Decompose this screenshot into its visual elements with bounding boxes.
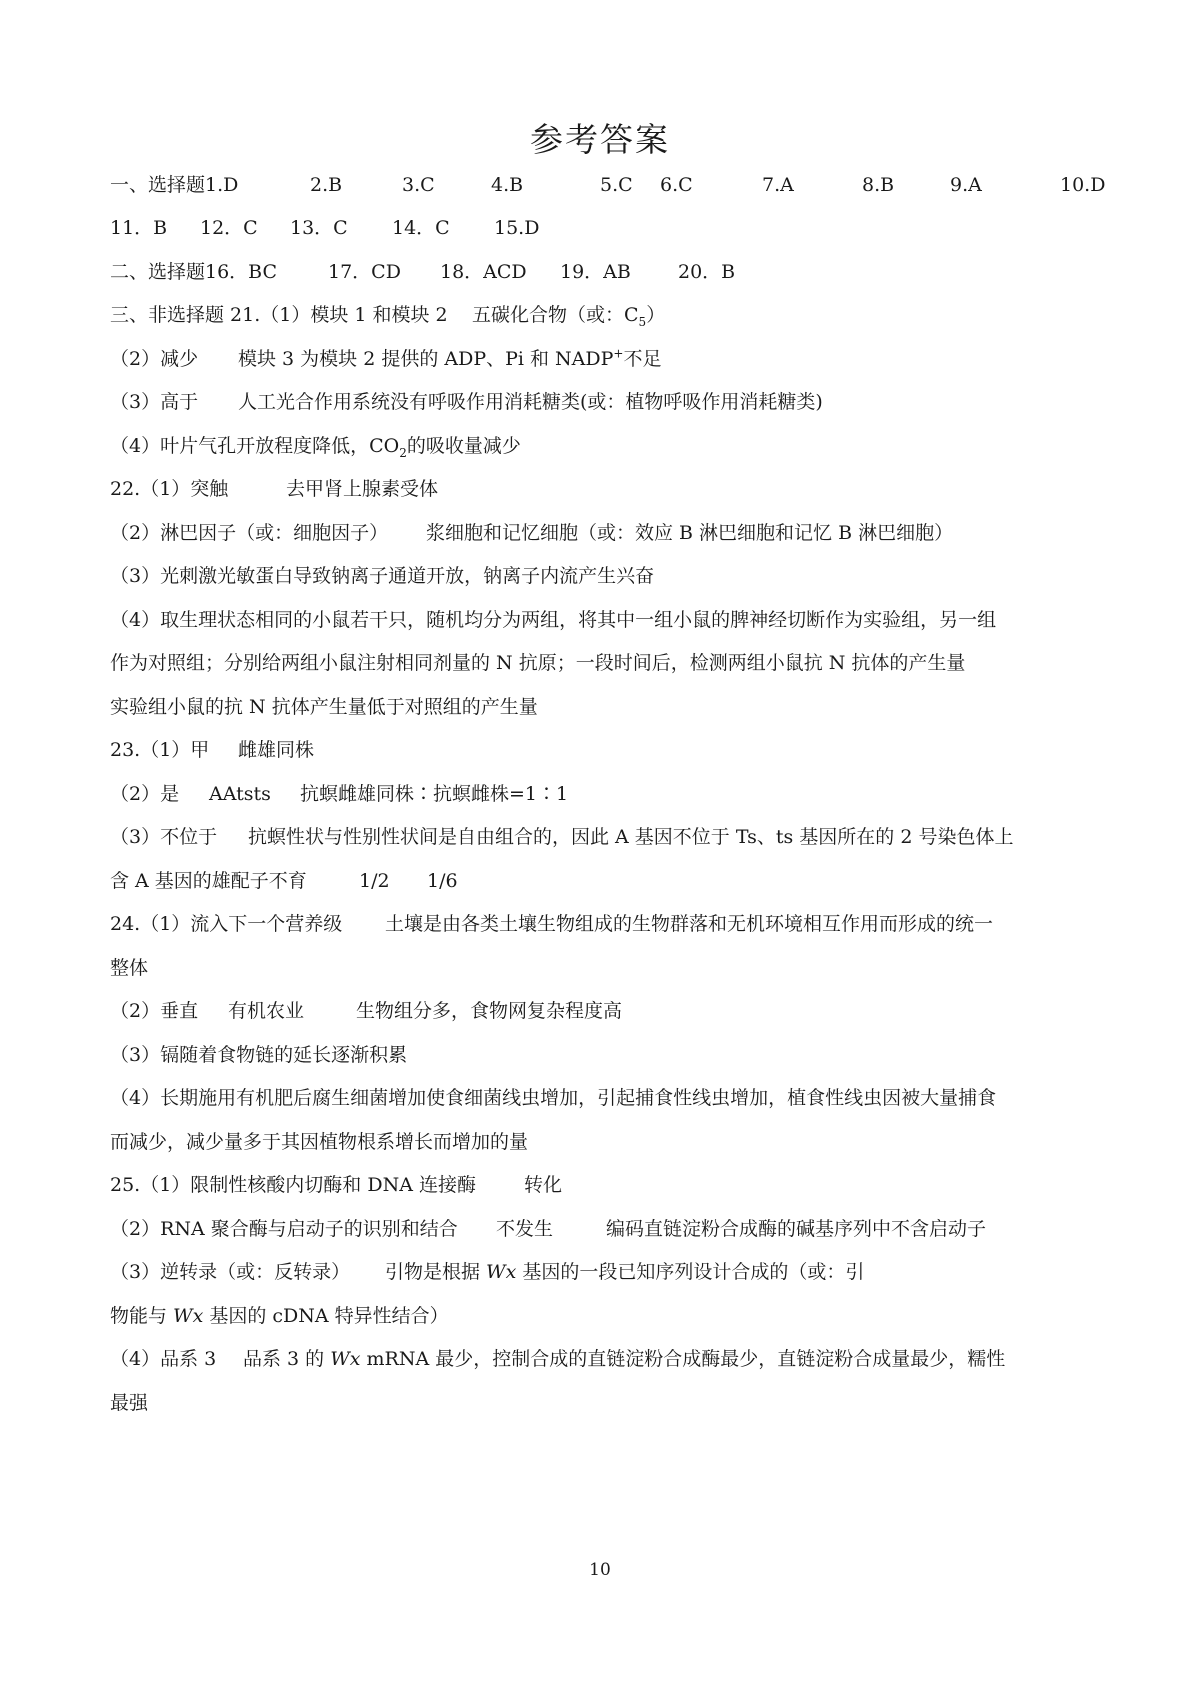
q25-part4-label: （4）品系 3 [110, 1348, 217, 1370]
q22-part2-label: （2）淋巴因子（或：细胞因子） [110, 522, 389, 544]
q23-ratio: 抗螟雌雄同株∶抗螟雌株=1∶1 [300, 783, 569, 805]
answer-item: 16．BC [205, 261, 278, 283]
q23-genotype: AAtsts [209, 783, 271, 805]
q23-part1-text: 雌雄同株 [238, 739, 315, 761]
q23-value: 1/6 [427, 870, 458, 892]
q21-part2-text [238, 344, 662, 374]
q23-part3-text: 抗螟性状与性别性状间是自由组合的，因此 A 基因不位于 Ts、ts 基因所在的 2 号染色体上 [248, 826, 1014, 848]
q24-part1-label: 24.（1）流入下一个营养级 [110, 913, 343, 935]
q23-part1-label: 23.（1）甲 [110, 739, 210, 761]
q25-part3-line2-b: 基因的 cDNA 特异性结合） [203, 1305, 449, 1327]
q25-part3-text-b: 基因的一段已知序列设计合成的（或：引 [516, 1261, 865, 1283]
answer-item: 6.C [660, 174, 693, 196]
gene-name: Wx [330, 1348, 361, 1370]
answer-item: 13．C [290, 217, 348, 239]
answer-item: 17．CD [328, 261, 401, 283]
answer-item: 7.A [762, 174, 794, 196]
q23-part3-label: （3）不位于 [110, 826, 218, 848]
q24-part1-text: 土壤是由各类土壤生物组成的生物群落和无机环境相互作用而形成的统一 [385, 913, 994, 935]
q21-part3-text: 人工光合作用系统没有呼吸作用消耗糖类(或：植物呼吸作用消耗糖类) [238, 391, 823, 413]
q25-part2-label: （2）RNA 聚合酶与启动子的识别和结合 [110, 1218, 458, 1240]
q25-part3-label: （3）逆转录（或：反转录） [110, 1261, 351, 1283]
subscript: 5 [638, 314, 647, 329]
answer-item: 11．B [110, 217, 168, 239]
q24-part4-text: （4）长期施用有机肥后腐生细菌增加使食细菌线虫增加，引起捕食性线虫增加，植食性线虫因被大量捕食 [110, 1087, 997, 1109]
subscript: 2 [399, 445, 407, 460]
q21-intro: 三、非选择题 21.（1）模块 1 和模块 2 [110, 304, 448, 326]
answer-item: 1.D [205, 174, 239, 196]
q22-part1-text: 去甲肾上腺素受体 [286, 478, 439, 500]
answer-item: 19．AB [560, 261, 631, 283]
q22-part3-text: （3）光刺激光敏蛋白导致钠离子通道开放，钠离子内流产生兴奋 [110, 565, 655, 587]
q25-part1-label: 25.（1）限制性核酸内切酶和 DNA 连接酶 [110, 1174, 476, 1196]
answer-item: 2.B [310, 174, 343, 196]
q25-part3-line2-a: 物能与 [110, 1305, 174, 1327]
q22-part4-text: 作为对照组；分别给两组小鼠注射相同剂量的 N 抗原；一段时间后，检测两组小鼠抗 N 抗体的产生量 [110, 652, 966, 674]
q22-part4-text: （4）取生理状态相同的小鼠若干只，随机均分为两组，将其中一组小鼠的脾神经切断作为实验组，另一组 [110, 609, 997, 631]
q25-part4-text-a: 品系 3 的 [243, 1348, 331, 1370]
q21-part4-end: 的吸收量减少 [406, 435, 521, 457]
answer-item: 4.B [491, 174, 524, 196]
q21-part2-label: （2）减少 [110, 348, 199, 370]
answer-item: 15.D [494, 217, 540, 239]
q21-part3-label: （3）高于 [110, 391, 199, 413]
answer-item: 5.C [600, 174, 633, 196]
q21-answer-1-text: 五碳化合物（或：C [472, 304, 639, 326]
q24-part4-text: 而减少，减少量多于其因植物根系增长而增加的量 [110, 1131, 529, 1153]
q24-part3-text: （3）镉随着食物链的延长逐渐积累 [110, 1044, 408, 1066]
q24-part1-text: 整体 [110, 957, 149, 979]
page-title: 参考答案 [530, 120, 670, 159]
q24-part2-text: 生物组分多，食物网复杂程度高 [356, 1000, 623, 1022]
q25-part2-text: 编码直链淀粉合成酶的碱基序列中不含启动子 [606, 1218, 987, 1240]
q21-answer-1 [472, 300, 665, 330]
answer-item: 10.D [1060, 174, 1106, 196]
superscript: + [613, 346, 624, 361]
q21-part2-text-main: 模块 3 为模块 2 提供的 ADP、Pi 和 NADP [238, 348, 614, 370]
q24-part2-text: 有机农业 [228, 1000, 305, 1022]
q24-part2-label: （2）垂直 [110, 1000, 199, 1022]
answer-item: 18．ACD [440, 261, 527, 283]
answer-item: 14．C [392, 217, 450, 239]
q21-part4-text [110, 431, 521, 461]
page-number: 10 [589, 1560, 611, 1580]
q25-part4-line2 [110, 1388, 149, 1478]
q23-part2-label: （2）是 [110, 783, 180, 805]
q22-part2-text: 浆细胞和记忆细胞（或：效应 B 淋巴细胞和记忆 B 淋巴细胞） [426, 522, 954, 544]
q25-part1-text: 转化 [524, 1174, 563, 1196]
gene-name: Wx [486, 1261, 517, 1283]
section-label: 一、选择题 [110, 174, 206, 196]
gene-name: Wx [173, 1305, 204, 1327]
q25-part3-text [385, 1257, 864, 1287]
q25-part4-text: 最强 [110, 1392, 149, 1414]
q25-part2-text: 不发生 [496, 1218, 554, 1240]
answer-item: 9.A [950, 174, 982, 196]
q25-part3-text-a: 引物是根据 [385, 1261, 487, 1283]
section-label: 二、选择题 [110, 261, 206, 283]
q25-part4-text-b: mRNA 最少，控制合成的直链淀粉合成酶最少，直链淀粉合成量最少，糯性 [360, 1348, 1006, 1370]
answer-item: 3.C [402, 174, 435, 196]
q25-part4-text [243, 1344, 1005, 1374]
answer-item: 12．C [200, 217, 258, 239]
q23-part3-text: 含 A 基因的雄配子不育 [110, 870, 307, 892]
q22-part1-label: 22.（1）突触 [110, 478, 229, 500]
q21-part2-text-end: 不足 [623, 348, 662, 370]
q23-value: 1/2 [359, 870, 390, 892]
q22-part4-text: 实验组小鼠的抗 N 抗体产生量低于对照组的产生量 [110, 696, 538, 718]
answer-item: 20．B [678, 261, 736, 283]
q25-part3-text [110, 1301, 449, 1331]
q21-part4-main: （4）叶片气孔开放程度降低，CO [110, 435, 400, 457]
q21-answer-1-close: ） [646, 304, 666, 326]
answer-item: 8.B [862, 174, 895, 196]
